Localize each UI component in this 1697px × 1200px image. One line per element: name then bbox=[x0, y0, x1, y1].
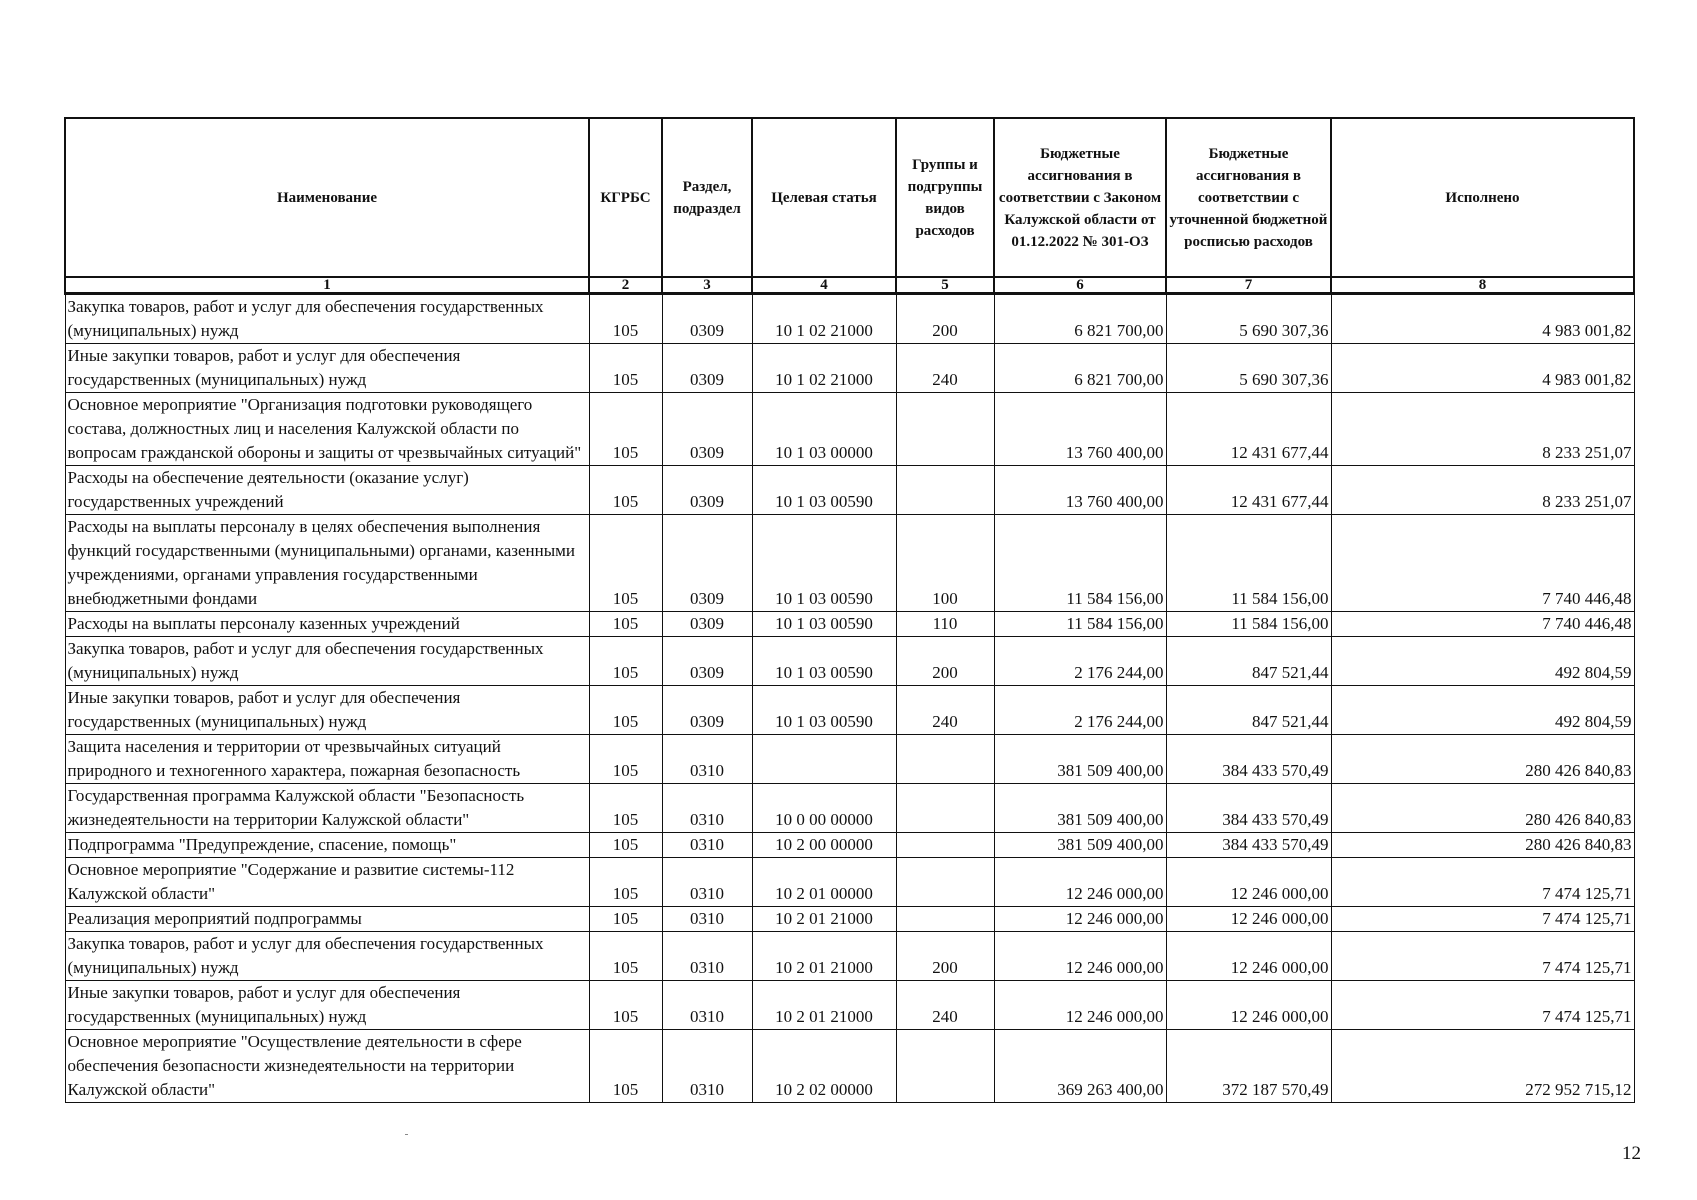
cell-done-amount: 7 474 125,71 bbox=[1331, 932, 1634, 981]
cell-done-amount: 7 474 125,71 bbox=[1331, 907, 1634, 932]
cell-razdel: 0309 bbox=[662, 393, 752, 466]
cell-kgrbs: 105 bbox=[589, 735, 662, 784]
cell-razdel: 0310 bbox=[662, 833, 752, 858]
cell-done-amount: 4 983 001,82 bbox=[1331, 344, 1634, 393]
header-razdel: Раздел, подраздел bbox=[662, 118, 752, 277]
cell-name: Расходы на выплаты персоналу казенных учреждений bbox=[65, 612, 589, 637]
cell-celevaya: 10 0 00 00000 bbox=[752, 784, 896, 833]
cell-kgrbs: 105 bbox=[589, 393, 662, 466]
cell-rosp-amount: 12 246 000,00 bbox=[1166, 907, 1331, 932]
cell-kgrbs: 105 bbox=[589, 515, 662, 612]
cell-razdel: 0310 bbox=[662, 981, 752, 1030]
cell-vid: 240 bbox=[896, 981, 994, 1030]
table-row bbox=[65, 466, 1634, 515]
cell-celevaya: 10 2 01 00000 bbox=[752, 858, 896, 907]
cell-kgrbs: 105 bbox=[589, 907, 662, 932]
cell-rosp-amount: 12 246 000,00 bbox=[1166, 858, 1331, 907]
cell-kgrbs: 105 bbox=[589, 784, 662, 833]
cell-celevaya: 10 2 01 21000 bbox=[752, 932, 896, 981]
cell-rosp-amount: 12 246 000,00 bbox=[1166, 981, 1331, 1030]
cell-vid bbox=[896, 735, 994, 784]
cell-law-amount: 2 176 244,00 bbox=[994, 637, 1166, 686]
column-number: 2 bbox=[589, 277, 662, 294]
cell-law-amount: 13 760 400,00 bbox=[994, 466, 1166, 515]
cell-kgrbs: 105 bbox=[589, 932, 662, 981]
cell-vid bbox=[896, 393, 994, 466]
cell-razdel: 0310 bbox=[662, 858, 752, 907]
cell-celevaya: 10 2 01 21000 bbox=[752, 907, 896, 932]
cell-kgrbs: 105 bbox=[589, 981, 662, 1030]
page-number: 12 bbox=[1622, 1143, 1641, 1164]
cell-name: Иные закупки товаров, работ и услуг для обеспечения государственных (муниципальных) нужд bbox=[65, 686, 589, 735]
cell-done-amount: 7 740 446,48 bbox=[1331, 515, 1634, 612]
cell-vid: 200 bbox=[896, 294, 994, 344]
cell-kgrbs: 105 bbox=[589, 833, 662, 858]
cell-rosp-amount: 5 690 307,36 bbox=[1166, 344, 1331, 393]
cell-celevaya: 10 1 03 00590 bbox=[752, 466, 896, 515]
cell-name: Государственная программа Калужской области "Безопасность жизнедеятельности на территории Калужской области" bbox=[65, 784, 589, 833]
cell-law-amount: 12 246 000,00 bbox=[994, 907, 1166, 932]
cell-law-amount: 11 584 156,00 bbox=[994, 612, 1166, 637]
cell-kgrbs: 105 bbox=[589, 294, 662, 344]
table-body bbox=[65, 294, 1634, 1103]
cell-rosp-amount: 372 187 570,49 bbox=[1166, 1030, 1331, 1103]
cell-done-amount: 492 804,59 bbox=[1331, 686, 1634, 735]
cell-vid: 240 bbox=[896, 344, 994, 393]
cell-done-amount: 8 233 251,07 bbox=[1331, 393, 1634, 466]
table-row bbox=[65, 686, 1634, 735]
header-celevaya: Целевая статья bbox=[752, 118, 896, 277]
cell-celevaya: 10 2 01 21000 bbox=[752, 981, 896, 1030]
cell-name: Расходы на обеспечение деятельности (оказание услуг) государственных учреждений bbox=[65, 466, 589, 515]
cell-rosp-amount: 12 431 677,44 bbox=[1166, 393, 1331, 466]
cell-rosp-amount: 12 246 000,00 bbox=[1166, 932, 1331, 981]
cell-kgrbs: 105 bbox=[589, 686, 662, 735]
table-row bbox=[65, 858, 1634, 907]
table-row bbox=[65, 907, 1634, 932]
cell-rosp-amount: 11 584 156,00 bbox=[1166, 515, 1331, 612]
table-row bbox=[65, 932, 1634, 981]
header-vid: Группы и подгруппы видов расходов bbox=[896, 118, 994, 277]
cell-name: Основное мероприятие "Организация подготовки руководящего состава, должностных лиц и населения Калужской области по вопросам гражданской обороны и защиты от чрезвычайных ситуаций" bbox=[65, 393, 589, 466]
cell-celevaya: 10 1 03 00590 bbox=[752, 637, 896, 686]
cell-celevaya: 10 1 03 00590 bbox=[752, 612, 896, 637]
table-row bbox=[65, 612, 1634, 637]
scan-mark bbox=[405, 1134, 408, 1135]
cell-done-amount: 492 804,59 bbox=[1331, 637, 1634, 686]
cell-done-amount: 7 740 446,48 bbox=[1331, 612, 1634, 637]
cell-razdel: 0309 bbox=[662, 686, 752, 735]
cell-done-amount: 7 474 125,71 bbox=[1331, 858, 1634, 907]
cell-rosp-amount: 11 584 156,00 bbox=[1166, 612, 1331, 637]
cell-vid: 200 bbox=[896, 932, 994, 981]
cell-celevaya: 10 2 00 00000 bbox=[752, 833, 896, 858]
column-number-row bbox=[65, 277, 1634, 294]
cell-celevaya: 10 2 02 00000 bbox=[752, 1030, 896, 1103]
cell-name: Защита населения и территории от чрезвычайных ситуаций природного и техногенного характера, пожарная безопасность bbox=[65, 735, 589, 784]
cell-law-amount: 369 263 400,00 bbox=[994, 1030, 1166, 1103]
cell-kgrbs: 105 bbox=[589, 344, 662, 393]
cell-vid bbox=[896, 833, 994, 858]
cell-law-amount: 2 176 244,00 bbox=[994, 686, 1166, 735]
cell-done-amount: 280 426 840,83 bbox=[1331, 735, 1634, 784]
cell-razdel: 0309 bbox=[662, 466, 752, 515]
header-name: Наименование bbox=[65, 118, 589, 277]
cell-celevaya: 10 1 03 00590 bbox=[752, 515, 896, 612]
cell-vid bbox=[896, 466, 994, 515]
cell-razdel: 0310 bbox=[662, 1030, 752, 1103]
column-number: 6 bbox=[994, 277, 1166, 294]
cell-done-amount: 280 426 840,83 bbox=[1331, 833, 1634, 858]
header-row bbox=[65, 118, 1634, 277]
cell-vid: 200 bbox=[896, 637, 994, 686]
cell-law-amount: 381 509 400,00 bbox=[994, 784, 1166, 833]
cell-name: Основное мероприятие "Осуществление деятельности в сфере обеспечения безопасности жизнедеятельности на территории Калужской области" bbox=[65, 1030, 589, 1103]
cell-name: Закупка товаров, работ и услуг для обеспечения государственных (муниципальных) нужд bbox=[65, 637, 589, 686]
table-row bbox=[65, 981, 1634, 1030]
cell-done-amount: 280 426 840,83 bbox=[1331, 784, 1634, 833]
cell-kgrbs: 105 bbox=[589, 637, 662, 686]
cell-kgrbs: 105 bbox=[589, 612, 662, 637]
budget-table bbox=[64, 117, 1635, 1103]
table-row bbox=[65, 393, 1634, 466]
table-row bbox=[65, 637, 1634, 686]
cell-razdel: 0309 bbox=[662, 612, 752, 637]
cell-vid: 100 bbox=[896, 515, 994, 612]
cell-done-amount: 7 474 125,71 bbox=[1331, 981, 1634, 1030]
table-row bbox=[65, 1030, 1634, 1103]
cell-celevaya: 10 1 02 21000 bbox=[752, 344, 896, 393]
table-row bbox=[65, 294, 1634, 344]
cell-razdel: 0310 bbox=[662, 784, 752, 833]
cell-celevaya: 10 1 03 00590 bbox=[752, 686, 896, 735]
column-number: 5 bbox=[896, 277, 994, 294]
column-number: 8 bbox=[1331, 277, 1634, 294]
cell-razdel: 0309 bbox=[662, 637, 752, 686]
cell-vid: 240 bbox=[896, 686, 994, 735]
cell-razdel: 0310 bbox=[662, 735, 752, 784]
cell-vid: 110 bbox=[896, 612, 994, 637]
cell-vid bbox=[896, 858, 994, 907]
cell-name: Основное мероприятие "Содержание и развитие системы-112 Калужской области" bbox=[65, 858, 589, 907]
cell-kgrbs: 105 bbox=[589, 466, 662, 515]
table-row bbox=[65, 344, 1634, 393]
column-number: 3 bbox=[662, 277, 752, 294]
cell-name: Закупка товаров, работ и услуг для обеспечения государственных (муниципальных) нужд bbox=[65, 294, 589, 344]
cell-law-amount: 12 246 000,00 bbox=[994, 858, 1166, 907]
cell-kgrbs: 105 bbox=[589, 1030, 662, 1103]
header-done: Исполнено bbox=[1331, 118, 1634, 277]
cell-razdel: 0309 bbox=[662, 515, 752, 612]
cell-kgrbs: 105 bbox=[589, 858, 662, 907]
cell-name: Подпрограмма "Предупреждение, спасение, помощь" bbox=[65, 833, 589, 858]
cell-name: Закупка товаров, работ и услуг для обеспечения государственных (муниципальных) нужд bbox=[65, 932, 589, 981]
table-row bbox=[65, 515, 1634, 612]
table-row bbox=[65, 833, 1634, 858]
cell-celevaya bbox=[752, 735, 896, 784]
cell-celevaya: 10 1 02 21000 bbox=[752, 294, 896, 344]
table-row bbox=[65, 784, 1634, 833]
cell-vid bbox=[896, 1030, 994, 1103]
cell-law-amount: 12 246 000,00 bbox=[994, 932, 1166, 981]
cell-razdel: 0309 bbox=[662, 344, 752, 393]
cell-razdel: 0309 bbox=[662, 294, 752, 344]
cell-name: Иные закупки товаров, работ и услуг для обеспечения государственных (муниципальных) нужд bbox=[65, 981, 589, 1030]
cell-razdel: 0310 bbox=[662, 907, 752, 932]
cell-rosp-amount: 847 521,44 bbox=[1166, 637, 1331, 686]
cell-rosp-amount: 384 433 570,49 bbox=[1166, 735, 1331, 784]
cell-law-amount: 6 821 700,00 bbox=[994, 294, 1166, 344]
cell-law-amount: 381 509 400,00 bbox=[994, 735, 1166, 784]
cell-done-amount: 272 952 715,12 bbox=[1331, 1030, 1634, 1103]
column-number: 1 bbox=[65, 277, 589, 294]
cell-razdel: 0310 bbox=[662, 932, 752, 981]
cell-celevaya: 10 1 03 00000 bbox=[752, 393, 896, 466]
cell-done-amount: 4 983 001,82 bbox=[1331, 294, 1634, 344]
cell-law-amount: 12 246 000,00 bbox=[994, 981, 1166, 1030]
table-row bbox=[65, 735, 1634, 784]
cell-name: Реализация мероприятий подпрограммы bbox=[65, 907, 589, 932]
cell-law-amount: 6 821 700,00 bbox=[994, 344, 1166, 393]
cell-done-amount: 8 233 251,07 bbox=[1331, 466, 1634, 515]
cell-name: Иные закупки товаров, работ и услуг для обеспечения государственных (муниципальных) нужд bbox=[65, 344, 589, 393]
header-rosp: Бюджетные ассигнования в соответствии с уточненной бюджетной росписью расходов bbox=[1166, 118, 1331, 277]
cell-law-amount: 13 760 400,00 bbox=[994, 393, 1166, 466]
column-number: 4 bbox=[752, 277, 896, 294]
cell-law-amount: 11 584 156,00 bbox=[994, 515, 1166, 612]
cell-rosp-amount: 384 433 570,49 bbox=[1166, 833, 1331, 858]
cell-rosp-amount: 847 521,44 bbox=[1166, 686, 1331, 735]
cell-rosp-amount: 384 433 570,49 bbox=[1166, 784, 1331, 833]
cell-vid bbox=[896, 907, 994, 932]
cell-rosp-amount: 12 431 677,44 bbox=[1166, 466, 1331, 515]
header-law: Бюджетные ассигнования в соответствии с Законом Калужской области от 01.12.2022 № 301-ОЗ bbox=[994, 118, 1166, 277]
header-kgrbs: КГРБС bbox=[589, 118, 662, 277]
cell-rosp-amount: 5 690 307,36 bbox=[1166, 294, 1331, 344]
cell-vid bbox=[896, 784, 994, 833]
cell-law-amount: 381 509 400,00 bbox=[994, 833, 1166, 858]
cell-name: Расходы на выплаты персоналу в целях обеспечения выполнения функций государственными (муниципальными) органами, казенными учреждениями, органами управления государственными внебюджетными фондами bbox=[65, 515, 589, 612]
column-number: 7 bbox=[1166, 277, 1331, 294]
